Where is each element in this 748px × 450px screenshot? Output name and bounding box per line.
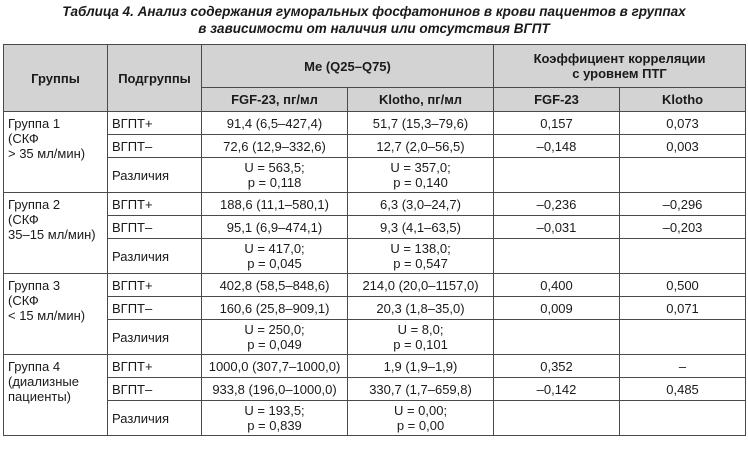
test-result-line: U = 138,0; xyxy=(390,241,451,256)
test-result-line: p = 0,045 xyxy=(247,256,302,271)
test-result-line: U = 8,0; xyxy=(397,322,444,337)
test-result-line: U = 0,00; xyxy=(393,403,448,418)
header-correlation-line-1: Коэффициент корреляции xyxy=(533,51,706,66)
fgf23-value-cell: 402,8 (58,5–848,6) xyxy=(202,274,348,297)
corr-fgf23-cell: 0,009 xyxy=(494,297,620,320)
fgf23-test-cell xyxy=(202,401,348,436)
subgroup-cell: Различия xyxy=(108,320,202,355)
table-row xyxy=(4,135,746,158)
test-result-line: U = 563,5; xyxy=(244,160,305,175)
fgf23-value-cell: 91,4 (6,5–427,4) xyxy=(202,112,348,135)
corr-fgf23-empty-cell xyxy=(494,158,620,193)
corr-klotho-cell: 0,500 xyxy=(620,274,746,297)
header-subgroups: Подгруппы xyxy=(108,45,202,112)
fgf23-test-cell xyxy=(202,158,348,193)
corr-fgf23-cell: –0,148 xyxy=(494,135,620,158)
table-row xyxy=(4,193,746,216)
group-name-line: Группа 3 xyxy=(8,278,61,293)
test-result-line: p = 0,049 xyxy=(247,337,302,352)
test-result-line: p = 0,118 xyxy=(247,175,302,190)
subgroup-cell: Различия xyxy=(108,239,202,274)
subgroup-cell: ВГПТ– xyxy=(108,216,202,239)
header-correlation xyxy=(494,45,746,88)
group-name-line: (СКФ xyxy=(8,293,39,308)
klotho-test-cell xyxy=(348,401,494,436)
corr-fgf23-cell: –0,142 xyxy=(494,378,620,401)
test-result-line: p = 0,839 xyxy=(247,418,302,433)
table-row-differences xyxy=(4,158,746,193)
header-groups: Группы xyxy=(4,45,108,112)
corr-klotho-cell: – xyxy=(620,355,746,378)
test-result-line: p = 0,547 xyxy=(393,256,448,271)
table-row xyxy=(4,216,746,239)
header-corr-fgf23: FGF-23 xyxy=(494,88,620,112)
group-name-cell xyxy=(4,274,108,355)
corr-klotho-cell: 0,485 xyxy=(620,378,746,401)
test-result-line: p = 0,00 xyxy=(396,418,445,433)
header-me: Me (Q25–Q75) xyxy=(202,45,494,88)
test-result-line: U = 193,5; xyxy=(244,403,305,418)
corr-klotho-cell: –0,296 xyxy=(620,193,746,216)
group-name-line: (диализные xyxy=(8,374,79,389)
fgf23-value-cell: 72,6 (12,9–332,6) xyxy=(202,135,348,158)
group-name-line: пациенты) xyxy=(8,389,72,404)
corr-fgf23-empty-cell xyxy=(494,320,620,355)
test-result-line: U = 250,0; xyxy=(244,322,305,337)
corr-klotho-cell: 0,071 xyxy=(620,297,746,320)
fgf23-test-cell xyxy=(202,320,348,355)
header-klotho: Klotho, пг/мл xyxy=(348,88,494,112)
corr-fgf23-cell: –0,031 xyxy=(494,216,620,239)
table-row xyxy=(4,297,746,320)
subgroup-cell: ВГПТ+ xyxy=(108,274,202,297)
corr-fgf23-cell: 0,352 xyxy=(494,355,620,378)
table-row-differences xyxy=(4,401,746,436)
klotho-value-cell: 9,3 (4,1–63,5) xyxy=(348,216,494,239)
fgf23-value-cell: 95,1 (6,9–474,1) xyxy=(202,216,348,239)
klotho-value-cell: 51,7 (15,3–79,6) xyxy=(348,112,494,135)
klotho-value-cell: 20,3 (1,8–35,0) xyxy=(348,297,494,320)
corr-klotho-empty-cell xyxy=(620,401,746,436)
corr-fgf23-empty-cell xyxy=(494,401,620,436)
phosphatonin-table xyxy=(3,44,746,436)
corr-klotho-empty-cell xyxy=(620,320,746,355)
klotho-test-cell xyxy=(348,320,494,355)
table-row xyxy=(4,274,746,297)
klotho-value-cell: 1,9 (1,9–1,9) xyxy=(348,355,494,378)
group-name-line: Группа 2 xyxy=(8,197,61,212)
corr-fgf23-cell: 0,157 xyxy=(494,112,620,135)
klotho-test-cell xyxy=(348,158,494,193)
klotho-value-cell: 330,7 (1,7–659,8) xyxy=(348,378,494,401)
klotho-value-cell: 214,0 (20,0–1157,0) xyxy=(348,274,494,297)
corr-klotho-cell: 0,073 xyxy=(620,112,746,135)
subgroup-cell: Различия xyxy=(108,158,202,193)
corr-klotho-empty-cell xyxy=(620,239,746,274)
fgf23-value-cell: 1000,0 (307,7–1000,0) xyxy=(202,355,348,378)
subgroup-cell: ВГПТ– xyxy=(108,378,202,401)
klotho-value-cell: 6,3 (3,0–24,7) xyxy=(348,193,494,216)
header-fgf23: FGF-23, пг/мл xyxy=(202,88,348,112)
group-name-cell xyxy=(4,112,108,193)
table-row xyxy=(4,355,746,378)
subgroup-cell: ВГПТ– xyxy=(108,297,202,320)
corr-fgf23-cell: –0,236 xyxy=(494,193,620,216)
corr-fgf23-empty-cell xyxy=(494,239,620,274)
fgf23-value-cell: 933,8 (196,0–1000,0) xyxy=(202,378,348,401)
corr-fgf23-cell: 0,400 xyxy=(494,274,620,297)
group-name-line: (СКФ xyxy=(8,212,39,227)
header-corr-klotho: Klotho xyxy=(620,88,746,112)
group-name-cell xyxy=(4,193,108,274)
fgf23-test-cell xyxy=(202,239,348,274)
test-result-line: U = 357,0; xyxy=(390,160,451,175)
group-name-cell xyxy=(4,355,108,436)
table-row-differences xyxy=(4,239,746,274)
table-row xyxy=(4,112,746,135)
table-body xyxy=(4,112,746,436)
group-name-line: 35–15 мл/мин) xyxy=(8,227,96,242)
caption-line-1: Таблица 4. Анализ содержания гуморальных фосфатонинов в крови пациентов в группах xyxy=(62,4,686,19)
corr-klotho-cell: 0,003 xyxy=(620,135,746,158)
test-result-line: U = 417,0; xyxy=(244,241,305,256)
group-name-line: Группа 1 xyxy=(8,116,61,131)
klotho-test-cell xyxy=(348,239,494,274)
group-name-line: Группа 4 xyxy=(8,359,61,374)
test-result-line: p = 0,140 xyxy=(393,175,448,190)
group-name-line: > 35 мл/мин) xyxy=(8,146,86,161)
subgroup-cell: ВГПТ– xyxy=(108,135,202,158)
subgroup-cell: Различия xyxy=(108,401,202,436)
subgroup-cell: ВГПТ+ xyxy=(108,112,202,135)
fgf23-value-cell: 188,6 (11,1–580,1) xyxy=(202,193,348,216)
subgroup-cell: ВГПТ+ xyxy=(108,355,202,378)
table-row-differences xyxy=(4,320,746,355)
table-row xyxy=(4,378,746,401)
caption-line-2: в зависимости от наличия или отсутствия ВГПТ xyxy=(198,21,550,36)
corr-klotho-empty-cell xyxy=(620,158,746,193)
group-name-line: (СКФ xyxy=(8,131,39,146)
subgroup-cell: ВГПТ+ xyxy=(108,193,202,216)
corr-klotho-cell: –0,203 xyxy=(620,216,746,239)
table-caption xyxy=(0,3,748,37)
group-name-line: < 15 мл/мин) xyxy=(8,308,86,323)
header-correlation-line-2: с уровнем ПТГ xyxy=(572,66,667,81)
test-result-line: p = 0,101 xyxy=(393,337,448,352)
fgf23-value-cell: 160,6 (25,8–909,1) xyxy=(202,297,348,320)
klotho-value-cell: 12,7 (2,0–56,5) xyxy=(348,135,494,158)
